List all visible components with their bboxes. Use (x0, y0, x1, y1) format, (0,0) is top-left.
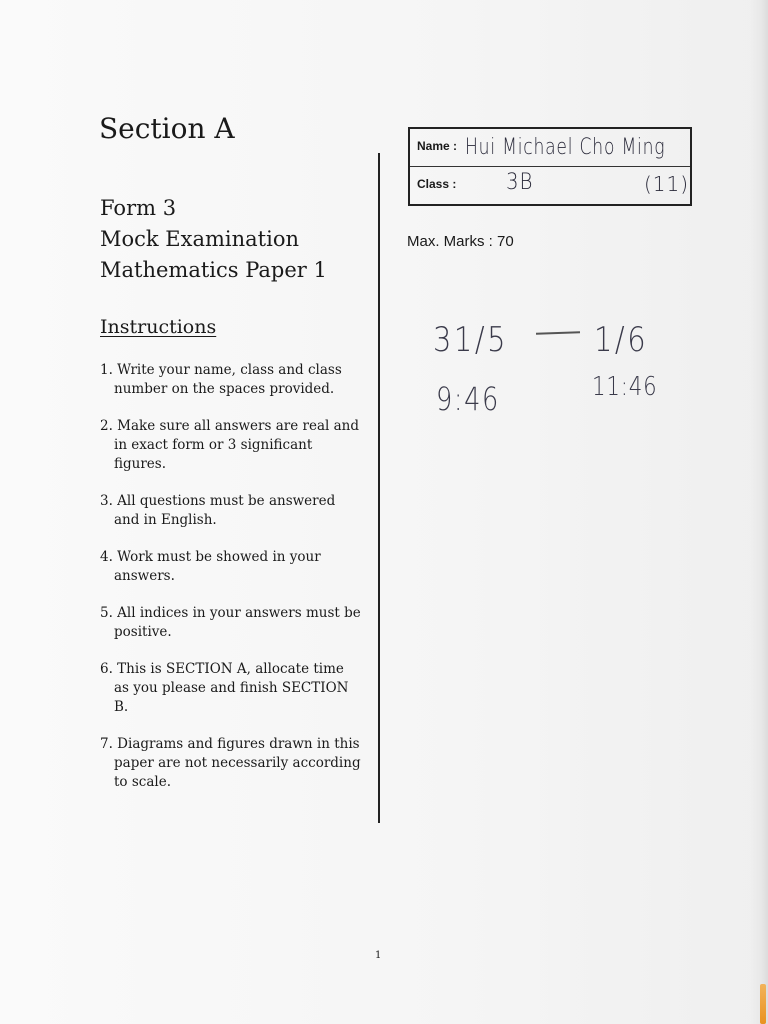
handwritten-dash (536, 331, 580, 335)
name-handwritten-value: Hui Michael Cho Ming (465, 135, 666, 160)
instruction-item: 7. Diagrams and figures drawn in this paper are not necessarily according to scale. (100, 736, 361, 790)
class-row (410, 167, 690, 205)
exam-heading (100, 193, 327, 286)
handwritten-date-end: 1/6 (594, 320, 649, 360)
handwritten-time-start: 9:46 (436, 380, 500, 418)
class-handwritten-value: 3B (506, 170, 534, 195)
class-number-handwritten-value: (11) (644, 172, 690, 196)
exam-form: Form 3 (100, 196, 177, 220)
handwritten-time-end: 11:46 (592, 372, 658, 402)
class-label: Class : (417, 177, 457, 191)
instructions-list (100, 361, 362, 810)
max-marks: Max. Marks : 70 (407, 233, 514, 250)
instruction-item: 2. Make sure all answers are real and in exact form or 3 significant figures. (100, 418, 359, 472)
exam-paper: Mathematics Paper 1 (100, 258, 327, 282)
handwritten-date-start: 31/5 (433, 320, 509, 360)
paper-edge-shadow (750, 0, 768, 1024)
instruction-item: 4. Work must be showed in your answers. (100, 549, 321, 584)
exam-name: Mock Examination (100, 227, 299, 251)
student-info-box (408, 127, 692, 206)
name-label: Name : (417, 139, 458, 153)
instruction-item: 6. This is SECTION A, allocate time as you please and finish SECTION B. (100, 661, 349, 715)
instruction-item: 5. All indices in your answers must be positive. (100, 605, 361, 640)
instruction-item: 1. Write your name, class and class number on the spaces provided. (100, 362, 342, 397)
orange-edge-mark (760, 984, 766, 1024)
instructions-title: Instructions (100, 316, 217, 338)
name-row (410, 129, 690, 167)
instruction-item: 3. All questions must be answered and in English. (100, 493, 336, 528)
page-number: 1 (375, 950, 382, 961)
column-divider (378, 153, 380, 823)
section-title: Section A (99, 112, 235, 145)
